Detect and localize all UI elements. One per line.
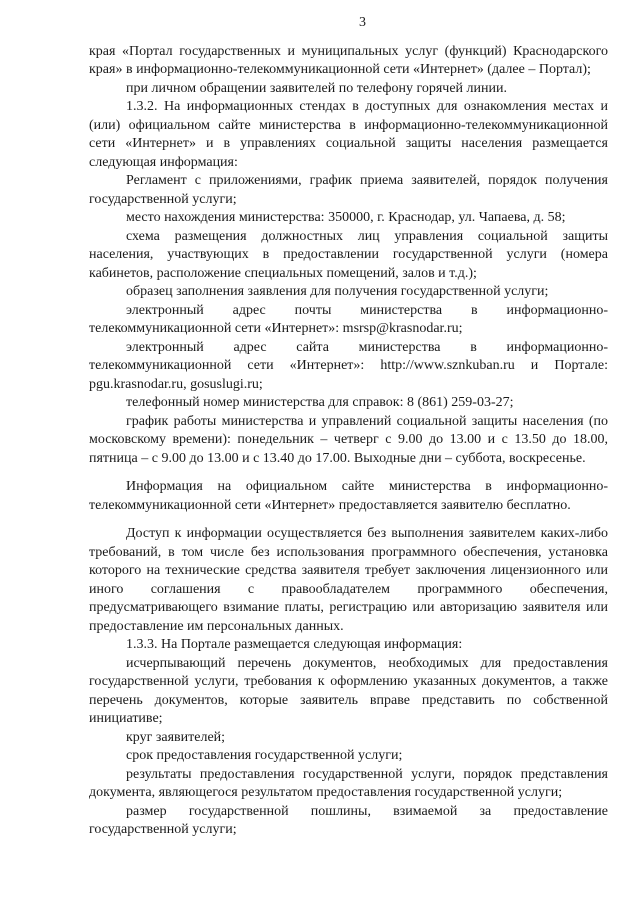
paragraph-hotline: при личном обращении заявителей по телефону горячей линии. xyxy=(126,80,508,96)
document-body xyxy=(89,43,608,840)
paragraph-state-fee: размер государственной пошлины, взимаемой за предоставление государственной услуги; xyxy=(89,803,608,837)
paragraph-documents-list: исчерпывающий перечень документов, необходимых для предоставления государственной услуги, требования к оформлению указанных документов, а также перечень документов, которые заявитель вправе представить по собственной инициативе; xyxy=(89,655,608,726)
paragraph-application-sample: образец заполнения заявления для получения государственной услуги; xyxy=(126,284,549,299)
page-number: 3 xyxy=(359,15,366,30)
paragraph-applicants: круг заявителей; xyxy=(126,729,226,745)
paragraph-website: электронный адрес сайта министерства в информационно-телекоммуникационной сети «Интернет»: http://www.sznkuban.ru и Портале: pgu.krasnodar.ru, gosuslugi.ru; xyxy=(89,339,608,392)
paragraph-service-results: результаты предоставления государственной услуги, порядок представления документа, являющегося результатом предоставления государственной услуги; xyxy=(89,766,608,800)
paragraph-service-term: срок предоставления государственной услуги; xyxy=(126,748,403,763)
paragraph-staff-layout: схема размещения должностных лиц управления социальной защиты населения, участвующих в предоставлении государственной услуги (номера кабинетов, расположение специальных помещений, залов и т.д.); xyxy=(89,228,608,281)
paragraph-email: электронный адрес почты министерства в информационно-телекоммуникационной сети «Интернет»: msrsp@krasnodar.ru; xyxy=(89,302,608,336)
paragraph-free-info: Информация на официальном сайте министерства в информационно-телекоммуникационной сети «Интернет» предоставляется заявителю бесплатно. xyxy=(89,479,608,513)
paragraph-access: Доступ к информации осуществляется без выполнения заявителем каких-либо требований, в том числе без использования программного обеспечения, установка которого на технические средства заявителя требует заключения лицензионного или иного соглашения с правообладателем программного обеспечения, предусматривающего взимание платы, регистрацию или авторизацию заявителя или предоставление им персональных данных. xyxy=(89,526,608,634)
paragraph-work-schedule: график работы министерства и управлений социальной защиты населения (по московскому времени): понедельник – четверг с 9.00 до 13.00 и с 13.50 до 18.00, пятница – с 9.00 до 13.00 и с 13.40 до 17.00. Выходные дни – суббота, воскресенье. xyxy=(89,413,608,466)
paragraph-ministry-address: место нахождения министерства: 350000, г. Краснодар, ул. Чапаева, д. 58; xyxy=(126,210,566,225)
paragraph-phone: телефонный номер министерства для справок: 8 (861) 259-03-27; xyxy=(126,395,514,410)
paragraph-section-1-3-2: 1.3.2. На информационных стендах в доступных для ознакомления местах и (или) официальном сайте министерства в информационно-телекоммуникационной сети «Интернет» и в управлениях социальной защиты населения размещается следующая информация: xyxy=(89,99,608,170)
paragraph-regulation: Регламент с приложениями, график приема заявителей, порядок получения государственной услуги; xyxy=(89,173,608,207)
paragraph-section-1-3-3: 1.3.3. На Портале размещается следующая информация: xyxy=(126,637,463,652)
paragraph-portal-continuation: края «Портал государственных и муниципальных услуг (функций) Краснодарского края» в информационно-телекоммуникационной сети «Интернет» (далее – Портал); xyxy=(89,43,608,77)
